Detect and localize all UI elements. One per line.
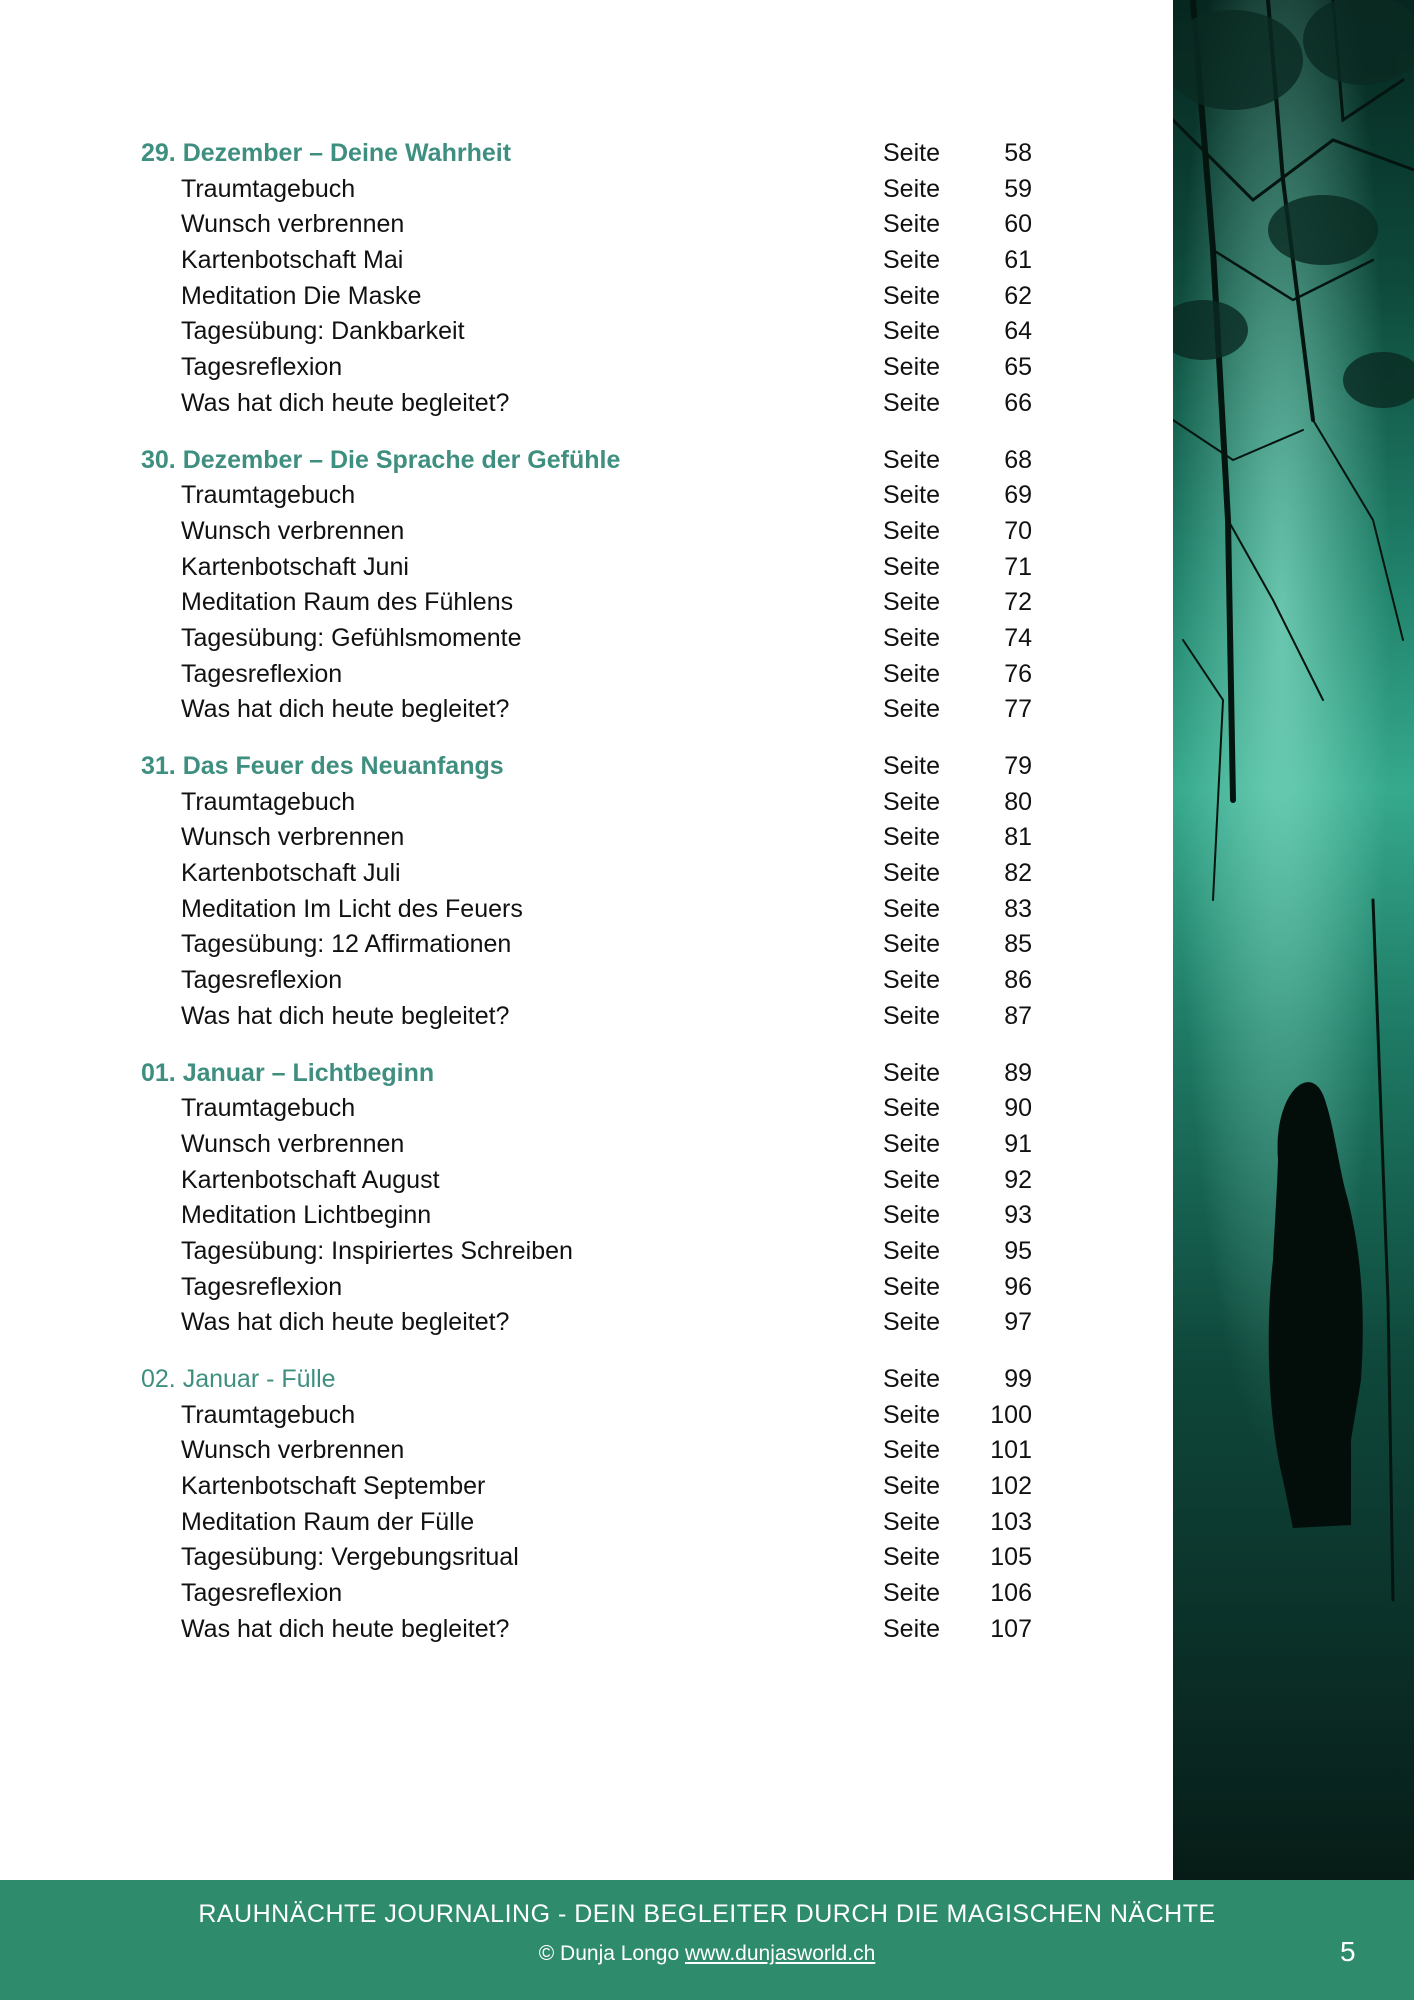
seite-label: Seite (883, 1614, 940, 1643)
page-ref: 100 (990, 1400, 1032, 1429)
website-link[interactable]: www.dunjasworld.ch (685, 1942, 876, 1965)
entry-label: Meditation Raum der Fülle (181, 1507, 475, 1536)
page-ref: 105 (990, 1543, 1032, 1572)
toc-section-heading[interactable] (141, 1056, 1032, 1092)
seite-label: Seite (883, 1094, 940, 1123)
entry-label: Tagesreflexion (181, 966, 343, 995)
seite-label: Seite (883, 139, 940, 167)
seite-label: Seite (883, 787, 940, 816)
page-ref: 58 (1004, 139, 1032, 167)
entry-label: Tagesreflexion (181, 353, 343, 382)
seite-label: Seite (883, 445, 940, 474)
seite-label: Seite (883, 281, 940, 310)
toc-section (141, 1362, 1032, 1648)
seite-label: Seite (883, 1272, 940, 1301)
entry-label: Was hat dich heute begleitet? (181, 1614, 510, 1643)
footer-title: RAUHNÄCHTE JOURNALING - DEIN BEGLEITER DURCH DIE MAGISCHEN NÄCHTE (198, 1900, 1216, 1928)
page-ref: 106 (990, 1579, 1032, 1608)
page-ref: 89 (1004, 1058, 1032, 1087)
entry-label: Was hat dich heute begleitet? (181, 695, 510, 724)
section-title: 01. Januar – Lichtbeginn (141, 1058, 435, 1087)
seite-label: Seite (883, 752, 940, 780)
seite-label: Seite (883, 1058, 940, 1087)
seite-label: Seite (883, 1472, 940, 1501)
entry-label: Tagesübung: Vergebungsritual (181, 1543, 519, 1572)
toc-entry[interactable] (141, 1270, 1032, 1306)
page-ref: 86 (1004, 966, 1032, 995)
page-ref: 77 (1004, 695, 1032, 724)
seite-label: Seite (883, 1201, 940, 1230)
toc-entry[interactable] (141, 1091, 1032, 1127)
toc-entry[interactable] (141, 243, 1032, 279)
page-ref: 64 (1004, 317, 1032, 346)
entry-label: Tagesreflexion (181, 659, 343, 688)
entry-label: Kartenbotschaft Juni (181, 552, 409, 581)
seite-label: Seite (883, 1236, 940, 1265)
entry-label: Traumtagebuch (181, 1400, 356, 1429)
toc-entry[interactable] (141, 856, 1032, 892)
entry-label: Traumtagebuch (181, 787, 356, 816)
page-ref: 103 (990, 1507, 1032, 1536)
page-ref: 90 (1004, 1094, 1032, 1123)
seite-label: Seite (883, 1436, 940, 1465)
entry-label: Kartenbotschaft Mai (181, 246, 404, 275)
forest-image (1173, 0, 1414, 1880)
table-of-contents (141, 136, 1032, 1669)
toc-entry[interactable] (141, 785, 1032, 821)
entry-label: Meditation Lichtbeginn (181, 1201, 432, 1230)
page-ref: 99 (1004, 1365, 1032, 1393)
page-ref: 91 (1004, 1129, 1032, 1158)
seite-label: Seite (883, 552, 940, 581)
toc-entry[interactable] (141, 657, 1032, 693)
toc-entry[interactable] (141, 1305, 1032, 1341)
toc-entry[interactable] (141, 585, 1032, 621)
seite-label: Seite (883, 1507, 940, 1536)
toc-entry[interactable] (141, 820, 1032, 856)
entry-label: Tagesübung: 12 Affirmationen (181, 930, 512, 959)
entry-label: Traumtagebuch (181, 1094, 356, 1123)
page-ref: 102 (990, 1472, 1032, 1501)
entry-label: Kartenbotschaft September (181, 1472, 486, 1501)
seite-label: Seite (883, 1165, 940, 1194)
entry-label: Traumtagebuch (181, 481, 356, 510)
seite-label: Seite (883, 317, 940, 346)
toc-entry[interactable] (141, 1433, 1032, 1469)
toc-entry[interactable] (141, 514, 1032, 550)
section-title: 30. Dezember – Die Sprache der Gefühle (141, 445, 621, 474)
page-ref: 80 (1004, 787, 1032, 816)
entry-label: Wunsch verbrennen (181, 210, 405, 239)
seite-label: Seite (883, 1579, 940, 1608)
page-ref: 92 (1004, 1165, 1032, 1194)
toc-entry[interactable] (141, 892, 1032, 928)
page-ref: 61 (1004, 246, 1032, 275)
seite-label: Seite (883, 210, 940, 239)
toc-entry[interactable] (141, 1540, 1032, 1576)
page-ref: 72 (1004, 588, 1032, 617)
toc-entry[interactable] (141, 350, 1032, 386)
toc-entry[interactable] (141, 1469, 1032, 1505)
page-ref: 81 (1004, 823, 1032, 852)
seite-label: Seite (883, 1543, 940, 1572)
page-ref: 66 (1004, 388, 1032, 417)
toc-entry[interactable] (141, 999, 1032, 1035)
page-ref: 76 (1004, 659, 1032, 688)
toc-entry[interactable] (141, 1234, 1032, 1270)
toc-entry[interactable] (141, 1576, 1032, 1612)
toc-section-heading[interactable] (141, 136, 1032, 172)
seite-label: Seite (883, 588, 940, 617)
page-ref: 85 (1004, 930, 1032, 959)
entry-label: Wunsch verbrennen (181, 1129, 405, 1158)
toc-section (141, 1056, 1032, 1342)
entry-label: Tagesübung: Gefühlsmomente (181, 623, 522, 652)
seite-label: Seite (883, 859, 940, 888)
toc-entry[interactable] (141, 386, 1032, 422)
entry-label: Tagesübung: Inspiriertes Schreiben (181, 1236, 573, 1265)
entry-label: Tagesreflexion (181, 1579, 343, 1608)
seite-label: Seite (883, 1308, 940, 1337)
page-ref: 70 (1004, 516, 1032, 545)
seite-label: Seite (883, 695, 940, 724)
page-ref: 96 (1004, 1272, 1032, 1301)
page-ref: 87 (1004, 1001, 1032, 1030)
page-ref: 93 (1004, 1201, 1032, 1230)
seite-label: Seite (883, 246, 940, 275)
page-ref: 69 (1004, 481, 1032, 510)
toc-entry[interactable] (141, 314, 1032, 350)
page-ref: 65 (1004, 353, 1032, 382)
toc-entry[interactable] (141, 1505, 1032, 1541)
toc-entry[interactable] (141, 1163, 1032, 1199)
entry-label: Was hat dich heute begleitet? (181, 388, 510, 417)
page-ref: 71 (1004, 552, 1032, 581)
toc-entry[interactable] (141, 927, 1032, 963)
entry-label: Tagesübung: Dankbarkeit (181, 317, 465, 346)
page-ref: 74 (1004, 623, 1032, 652)
seite-label: Seite (883, 388, 940, 417)
entry-label: Kartenbotschaft August (181, 1165, 440, 1194)
entry-label: Traumtagebuch (181, 174, 356, 203)
toc-entry[interactable] (141, 692, 1032, 728)
page-ref: 97 (1004, 1308, 1032, 1337)
seite-label: Seite (883, 823, 940, 852)
page-ref: 83 (1004, 894, 1032, 923)
toc-section-heading[interactable] (141, 443, 1032, 479)
toc-entry[interactable] (141, 550, 1032, 586)
seite-label: Seite (883, 1129, 940, 1158)
page-ref: 79 (1004, 752, 1032, 780)
toc-entry[interactable] (141, 1127, 1032, 1163)
page-ref: 60 (1004, 210, 1032, 239)
footer-credit (0, 1942, 1414, 1966)
entry-label: Was hat dich heute begleitet? (181, 1308, 510, 1337)
section-title: 02. Januar - Fülle (141, 1365, 336, 1393)
footer-bar (0, 1880, 1414, 2000)
section-title: 31. Das Feuer des Neuanfangs (141, 752, 504, 780)
page-ref: 107 (990, 1614, 1032, 1643)
seite-label: Seite (883, 623, 940, 652)
toc-entry[interactable] (141, 621, 1032, 657)
entry-label: Wunsch verbrennen (181, 516, 405, 545)
entry-label: Meditation Raum des Fühlens (181, 588, 514, 617)
seite-label: Seite (883, 481, 940, 510)
page-ref: 68 (1004, 445, 1032, 474)
toc-entry[interactable] (141, 279, 1032, 315)
toc-section (141, 749, 1032, 1035)
entry-label: Tagesreflexion (181, 1272, 343, 1301)
copyright-text: © Dunja Longo (538, 1942, 680, 1965)
seite-label: Seite (883, 966, 940, 995)
entry-label: Kartenbotschaft Juli (181, 859, 401, 888)
page-ref: 82 (1004, 859, 1032, 888)
toc-section (141, 443, 1032, 729)
toc-entry[interactable] (141, 478, 1032, 514)
entry-label: Wunsch verbrennen (181, 823, 405, 852)
toc-entry[interactable] (141, 172, 1032, 208)
toc-entry[interactable] (141, 207, 1032, 243)
entry-label: Meditation Die Maske (181, 281, 422, 310)
toc-section-heading[interactable] (141, 1362, 1032, 1398)
page-ref: 62 (1004, 281, 1032, 310)
toc-section (141, 136, 1032, 422)
toc-entry[interactable] (141, 1612, 1032, 1648)
toc-section-heading[interactable] (141, 749, 1032, 785)
seite-label: Seite (883, 930, 940, 959)
seite-label: Seite (883, 516, 940, 545)
section-title: 29. Dezember – Deine Wahrheit (141, 139, 512, 167)
seite-label: Seite (883, 353, 940, 382)
seite-label: Seite (883, 659, 940, 688)
page-ref: 95 (1004, 1236, 1032, 1265)
toc-entry[interactable] (141, 1198, 1032, 1234)
entry-label: Meditation Im Licht des Feuers (181, 894, 523, 923)
page-number: 5 (1340, 1936, 1356, 1967)
forest-illustration (1173, 0, 1414, 1880)
seite-label: Seite (883, 1001, 940, 1030)
toc-entry[interactable] (141, 1398, 1032, 1434)
page-ref: 101 (990, 1436, 1032, 1465)
seite-label: Seite (883, 1400, 940, 1429)
seite-label: Seite (883, 894, 940, 923)
toc-entry[interactable] (141, 963, 1032, 999)
entry-label: Wunsch verbrennen (181, 1436, 405, 1465)
seite-label: Seite (883, 174, 940, 203)
seite-label: Seite (883, 1365, 940, 1393)
page-ref: 59 (1004, 174, 1032, 203)
entry-label: Was hat dich heute begleitet? (181, 1001, 510, 1030)
